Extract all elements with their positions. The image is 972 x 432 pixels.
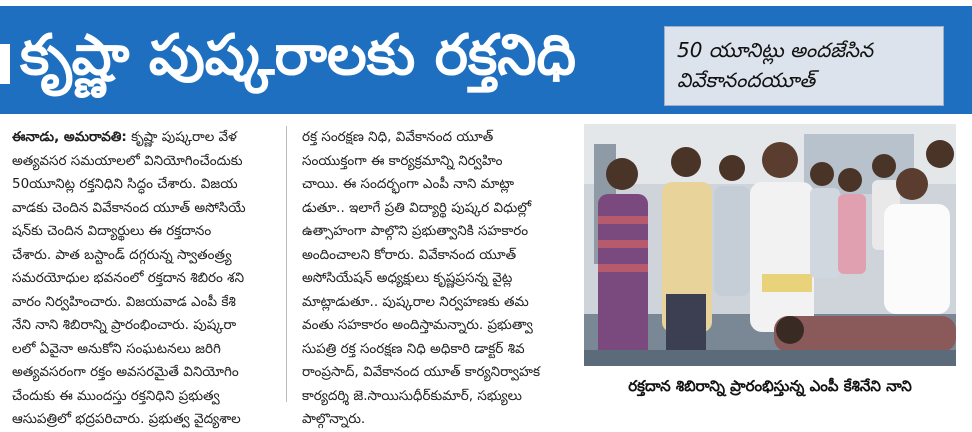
headline-banner — [0, 6, 972, 114]
subheadline-box — [664, 26, 944, 106]
article-line: చాయి. ఈ సందర్భంగా ఎంపీ నాని మాట్లా — [302, 176, 514, 192]
article-line: సుపత్రి రక్త సంరక్షణ నిధి అధికారి డాక్టర్ శివ — [302, 340, 525, 357]
article-line: 50యూనిట్ల రక్తనిధిని సిద్ధం చేశారు. విజయ — [12, 176, 238, 192]
article-line: అత్యవసరంగా రక్తం అవసరమైతే వినియోగిం — [12, 364, 239, 380]
article-line: చేందుకు ఈ ముందస్తు రక్తనిధిని ప్రభుత్వ — [12, 387, 220, 404]
blood-donation-camp-photo — [584, 124, 956, 366]
article-line: అత్యవసర సమయాలలో వినియోగించేందుకు — [12, 152, 243, 169]
article-line: ఆసుపత్రిలో భద్రపరిచారు. ప్రభుత్వ వైద్యశాల — [12, 411, 241, 427]
article-line: అసోసియేషన్ అధ్యక్షులు కృష్ణప్రసన్న వైట్ల — [302, 270, 513, 286]
article-line: అందించాలని కోరారు. వివేకానంద యూత్ — [302, 246, 517, 263]
article-line: నేని నాని శిబిరాన్ని ప్రారంభించారు. పుష్కరా — [12, 317, 237, 333]
article-line: కార్యదర్శి జె.సాయిసుధీర్‌కుమార్, సభ్యులు — [302, 387, 522, 404]
headline: కృష్ణా పుష్కరాలకు రక్తనిధి — [20, 23, 577, 88]
dateline: ఈనాడు, అమరావతి: — [12, 129, 127, 145]
news-photo — [584, 124, 956, 366]
article-line: రక్త సంరక్షణ నిధి, వివేకానంద యూత్ — [302, 129, 494, 145]
article-column-1 — [12, 126, 294, 432]
article-line: ఈనాడు, అమరావతి: కృష్ణా పుష్కరాల వేళ — [12, 129, 237, 145]
article-line: ఉత్సాహంగా పాల్గొని ప్రభుత్వానికి సహకారం — [302, 223, 529, 239]
article-line: వాడకు చెందిన వివేకానంద యూత్ అసోసియే — [12, 199, 246, 216]
article-line: వంతు సహకారం అందిస్తామన్నారు. ప్రభుత్వా — [302, 317, 533, 333]
article-line: డుతూ.. ఇలాగే ప్రతి విద్యార్థి పుష్కర విధుల్లో — [302, 199, 532, 216]
column-divider — [286, 126, 287, 402]
article-line: చేశారు. పాత బస్టాండ్ దగ్గరున్న స్వాతంత్ర్య — [12, 246, 232, 263]
article-line: సంయుక్తంగా ఈ కార్యక్రమాన్ని నిర్వహిం — [302, 152, 503, 169]
article-line: సమరయోధుల భవనంలో రక్తదాన శిబిరం శని — [12, 270, 245, 286]
article-line: లలో ఏవైనా అనుకోని సంఘటనలు జరిగి — [12, 340, 221, 357]
subheadline-line-2: వివేకానందయూత్ — [677, 68, 816, 92]
article-line: మాట్లాడుతూ.. పుష్కరాల నిర్వహణకు తమ — [302, 293, 529, 310]
article-line: వారం నిర్వహించారు. విజయవాడ ఎంపీ కేశి — [12, 293, 236, 310]
article-line: షన్‌కు చెందిన విద్యార్థులు ఈ రక్తదానం — [12, 223, 212, 239]
article-line: పాల్గొన్నారు. — [302, 411, 366, 427]
photo-caption: రక్తదాన శిబిరాన్ని ప్రారంభిస్తున్న ఎంపీ కేశినేని నాని — [628, 377, 912, 395]
subheadline-line-1: 50 యూనిట్లు అందజేసిన — [677, 38, 873, 62]
article-column-2 — [302, 126, 578, 432]
article-body — [12, 126, 580, 427]
article-line: రాంప్రసాద్, వివేకానంద యూత్ కార్యనిర్వాహక — [302, 364, 541, 380]
banner-edge-mark — [0, 44, 10, 84]
